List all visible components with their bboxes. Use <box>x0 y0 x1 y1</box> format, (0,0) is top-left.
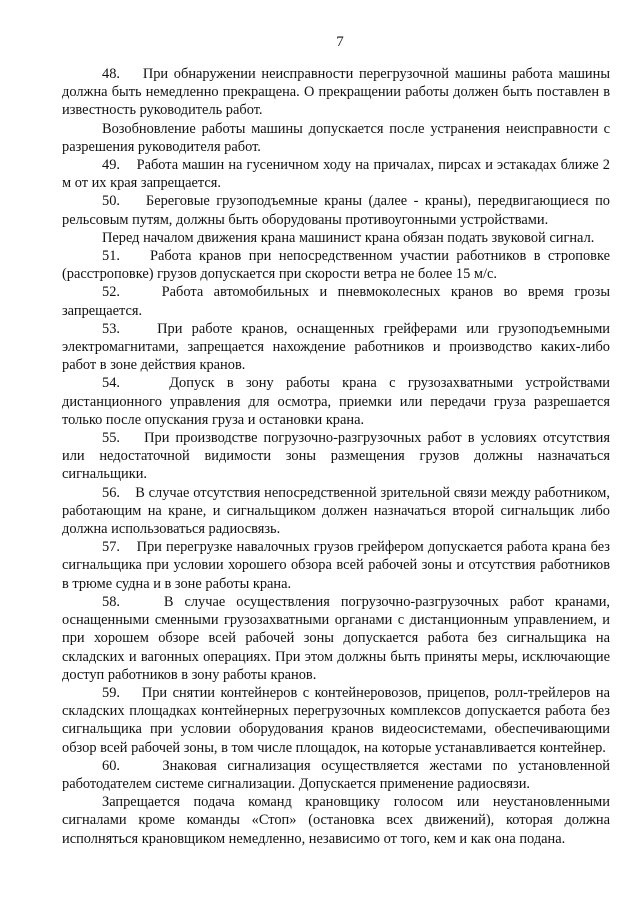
paragraph-49: 49. Работа машин на гусеничном ходу на причалах, пирсах и эстакадах ближе 2 м от их края запрещается. <box>62 157 610 192</box>
paragraph-58: 58. В случае осуществления погрузочно-разгрузочных работ кранами, оснащенными сменными грузозахватными органами с дистанционным управлением, и при хорошем обзоре всей рабочей зоны допускается работа без сигнальщика на складских и вагонных операциях. При этом должны быть приняты меры, исключающие доступ работников в зону работы кранов. <box>62 593 610 683</box>
paragraph-52: 52. Работа автомобильных и пневмоколесных кранов во время грозы запрещается. <box>62 284 610 319</box>
paragraph-56: 56. В случае отсутствия непосредственной зрительной связи между работником, работающим на кране, и сигнальщиком должен назначаться второй сигнальщик либо должна использоваться радиосвязь. <box>62 484 610 538</box>
paragraph-51: 51. Работа кранов при непосредственном участии работников в строповке (расстроповке) грузов допускается при скорости ветра не более 15 м/с. <box>62 248 610 283</box>
paragraph-60: 60. Знаковая сигнализация осуществляется жестами по установленной работодателем системе сигнализации. Допускается применение радиосвязи. <box>62 757 610 792</box>
paragraph-48-resume: Возобновление работы машины допускается после устранения неисправности с разрешения руководителя работ. <box>62 120 610 155</box>
paragraph-50: 50. Береговые грузоподъемные краны (далее - краны), передвигающиеся по рельсовым путям, должны быть оборудованы противоугонными устройствами. <box>62 193 610 228</box>
paragraph-60-prohibition: Запрещается подача команд крановщику голосом или неустановленными сигналами кроме команды «Стоп» (остановка всех движений), которая должна исполняться крановщиком немедленно, независимо от того, кем и как она подана. <box>62 794 610 847</box>
paragraph-59: 59. При снятии контейнеров с контейнеровозов, прицепов, ролл-трейлеров на складских площадках контейнерных перегрузочных комплексов допускается работа без сигнальщика при условии оборудования кранов видеосистемами, обеспечивающими обзор всей рабочей зоны, в том числе площадок, на которые устанавливается контейнер. <box>62 684 610 756</box>
paragraph-48: 48. При обнаружении неисправности перегрузочной машины работа машины должна быть немедленно прекращена. О прекращении работы должен быть поставлен в известность руководитель работ. <box>62 66 610 119</box>
paragraph-54: 54. Допуск в зону работы крана с грузозахватными устройствами дистанционного управления для осмотра, приемки или передачи груза разрешается только после опускания груза и остановки крана. <box>62 375 610 428</box>
paragraph-57: 57. При перегрузке навалочных грузов грейфером допускается работа крана без сигнальщика при условии хорошего обзора всей рабочей зоны и отсутствия работников в трюме судна и в зоне работы крана. <box>62 539 610 592</box>
paragraph-55: 55. При производстве погрузочно-разгрузочных работ в условиях отсутствия или недостаточной видимости зоны размещения грузов должны назначаться сигнальщики. <box>62 430 610 483</box>
paragraph-53: 53. При работе кранов, оснащенных грейферами или грузоподъемными электромагнитами, запрещается нахождение работников и производство каких-либо работ в зоне действия кранов. <box>62 320 610 374</box>
paragraph-50-signal: Перед началом движения крана машинист крана обязан подать звуковой сигнал. <box>102 229 595 246</box>
page-number: 7 <box>336 34 344 50</box>
